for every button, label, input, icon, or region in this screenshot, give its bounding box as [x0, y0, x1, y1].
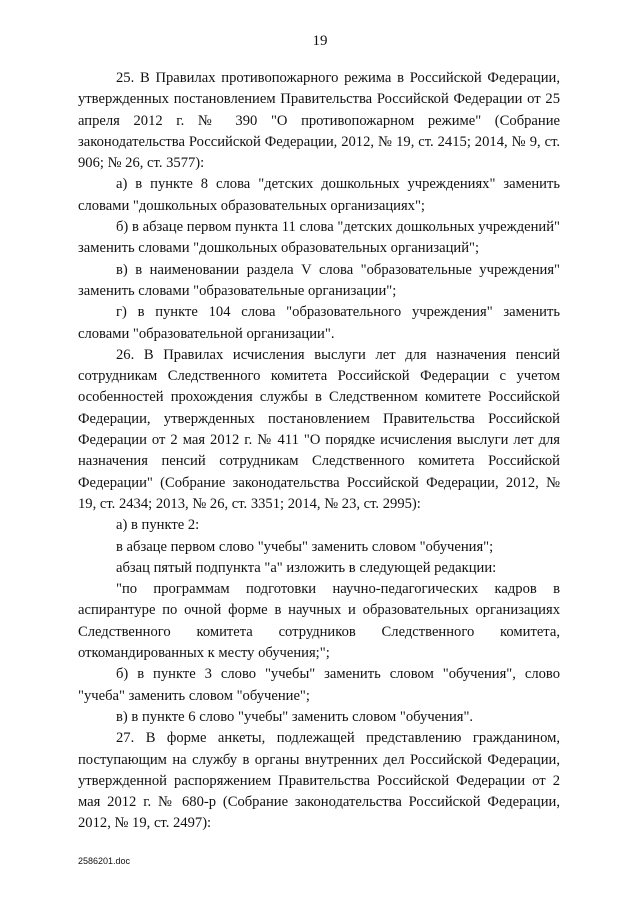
document-body	[78, 68, 560, 835]
paragraph-26-a: а) в пункте 2:	[116, 517, 200, 534]
paragraph-26-a-1: в абзаце первом слово "учебы" заменить словом "обучения";	[116, 538, 494, 555]
paragraph-26-a-2: абзац пятый подпункта "а" изложить в следующей редакции:	[116, 559, 497, 576]
paragraph-25-a: а) в пункте 8 слова "детских дошкольных учреждениях" заменить словами "дошкольных образовательных организациях";	[78, 176, 560, 214]
paragraph-25: 25. В Правилах противопожарного режима в Российской Федерации, утвержденных постановлением Правительства Российской Федерации от 25 апреля 2012 г. № 390 "О противопожарном режиме" (Собрание законодательства Российской Федерации, 2012, № 19, ст. 2415; 2014, № 9, ст. 906; № 26, ст. 3577):	[78, 70, 560, 172]
paragraph-26: 26. В Правилах исчисления выслуги лет для назначения пенсий сотрудникам Следственного комитета Российской Федерации с учетом особенностей прохождения службы в Следственном комитете Российской Федерации, утвержденных постановлением Правительства Российской Федерации от 2 мая 2012 г. № 411 "О порядке исчисления выслуги лет для назначения пенсий сотрудникам Следственного комитета Российской Федерации" (Собрание законодательства Российской Федерации, 2012, № 19, ст. 2434; 2013, № 26, ст. 3351; 2014, № 23, ст. 2995):	[78, 346, 560, 512]
paragraph-27: 27. В форме анкеты, подлежащей представлению гражданином, поступающим на службу в органы внутренних дел Российской Федерации, утвержденной распоряжением Правительства Российской Федерации от 2 мая 2012 г. № 680-р (Собрание законодательства Российской Федерации, 2012, № 19, ст. 2497):	[78, 730, 560, 832]
page-number: 19	[312, 33, 328, 49]
document-filename: 2586201.doc	[78, 856, 131, 866]
paragraph-25-g: г) в пункте 104 слова "образовательного учреждения" заменить словами "образовательной организации".	[78, 304, 560, 342]
paragraph-26-a-quote: "по программам подготовки научно-педагогических кадров в аспирантуре по очной форме в научных и образовательных организациях Следственного комитета сотрудников Следственного комитета, откомандированных к месту обучения;";	[78, 581, 560, 662]
paragraph-26-v: в) в пункте 6 слово "учебы" заменить словом "обучения".	[116, 708, 474, 725]
paragraph-25-v: в) в наименовании раздела V слова "образовательные учреждения" заменить словами "образовательные организации";	[78, 261, 560, 299]
paragraph-26-b: б) в пункте 3 слово "учебы" заменить словом "обучения", слово "учеба" заменить словом "обучение";	[78, 666, 560, 704]
paragraph-25-b: б) в абзаце первом пункта 11 слова "детских дошкольных учреждений" заменить словами "дошкольных образовательных организаций";	[78, 219, 560, 257]
